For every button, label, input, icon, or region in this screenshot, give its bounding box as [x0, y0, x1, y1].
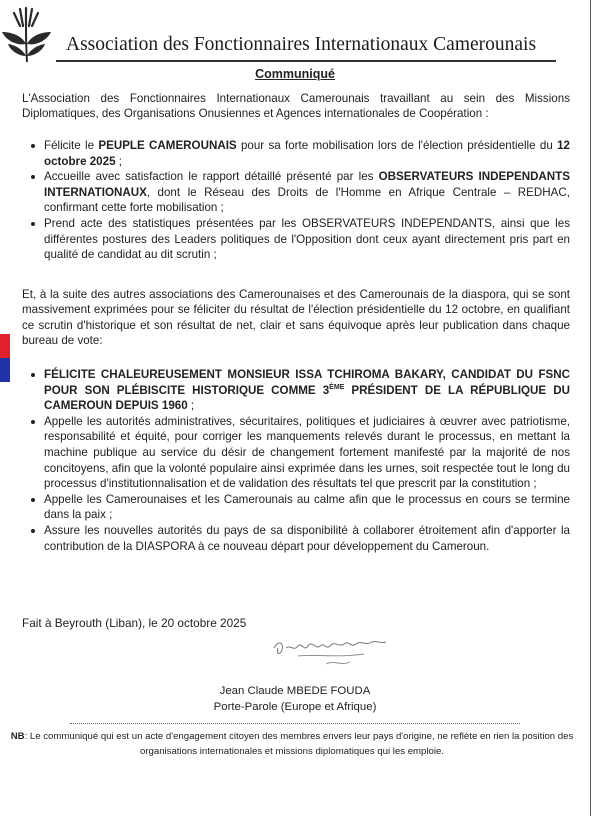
letterhead: [0, 4, 590, 68]
bullet-icon: [31, 529, 35, 533]
communique-title: Communiqué: [255, 67, 335, 81]
list-item: Prend acte des statistiques présentées par les OBSERVATEURS INDEPENDANTS, ainsi que les différentes postures des Leaders politiques de l'Opposition dont ceux ayant directement pris part en qualité de candidat au dit scrutin ;: [30, 216, 570, 263]
acknowledgement-list: [30, 138, 570, 263]
place-date: Fait à Beyrouth (Liban), le 20 octobre 2025: [22, 616, 247, 630]
intro-paragraph: L'Association des Fonctionnaires Internationaux Camerounais travaillant au sein des Missions Diplomatiques, des Organisations Onusiennes et Agences internationales de Coopération :: [22, 92, 570, 121]
flag-fragment: [0, 334, 10, 382]
flower-logo-icon: [0, 4, 52, 64]
list-item: Accueille avec satisfaction le rapport détaillé présenté par les OBSERVATEURS INDEPENDANTS INTERNATIONAUX, dont le Réseau des Droits de l'Homme en Afrique Centrale – REDHAC, confirmant cette forte mobilisation ;: [30, 169, 570, 216]
list-item: Appelle les autorités administratives, sécuritaires, politiques et judiciaires à œuvrer avec patriotisme, responsabilité et équité, pour corriger les manquements relevés durant le processus, en mettant la machine publique au service du désir de changement fortement manifesté par la majorité de nos concitoyens, afin que la volonté populaire ainsi exprimée dans les urnes, soit respectée tout le long du processus d'institutionnalisation et de validation des résultats tel que prescrit par la constitution ;: [30, 414, 570, 492]
handwritten-signature: [268, 634, 392, 674]
list-item: Félicite le PEUPLE CAMEROUNAIS pour sa forte mobilisation lors de l'élection présidentielle du 12 octobre 2025 ;: [30, 138, 570, 169]
bullet-icon: [31, 420, 35, 424]
footnote-label: NB: [10, 731, 25, 742]
bullet-icon: [31, 373, 35, 377]
note-divider: [70, 723, 520, 724]
footnote-text: : Le communiqué qui est un acte d'engagement citoyen des membres envers leur pays d'origine, ne reflète en rien la position des organisations internationales et missions diplomatiques qui les emploie.: [24, 731, 574, 757]
middle-paragraph: Et, à la suite des autres associations des Camerounaises et des Camerounais de la diaspora, qui se sont massivement exprimées pour se féliciter du résultat de l'élection présidentielle du 12 octobre, en qualifiant ce scrutin d'historique et son résultat de net, clair et sans équivoque après leur publication dans chaque bureau de vote:: [22, 288, 570, 348]
bullet-icon: [31, 175, 35, 179]
signer-role: Porte-Parole (Europe et Afrique): [213, 701, 377, 713]
header-divider: [56, 60, 556, 62]
signer-block: [0, 683, 590, 715]
resolution-list: [30, 367, 570, 554]
bullet-icon: [31, 144, 35, 148]
organization-title: Association des Fonctionnaires Internationaux Camerounais: [66, 34, 537, 55]
list-item: Appelle les Camerounaises et les Camerounais au calme afin que le processus en cours se termine dans la paix ;: [30, 492, 570, 523]
bullet-icon: [31, 498, 35, 502]
signer-name: Jean Claude MBEDE FOUDA: [219, 685, 371, 697]
page-edge-rule: [590, 0, 591, 816]
bullet-icon: [31, 222, 35, 226]
footnote: [4, 730, 580, 759]
list-item: FÉLICITE CHALEUREUSEMENT MONSIEUR ISSA TCHIROMA BAKARY, CANDIDAT DU FSNC POUR SON PLÉBISCITE HISTORIQUE COMME 3ÈME PRÉSIDENT DE LA RÉPUBLIQUE DU CAMEROUN DEPUIS 1960 ;: [30, 367, 570, 414]
list-item: Assure les nouvelles autorités du pays de sa disponibilité à collaborer étroitement afin d'apporter la contribution de la DIASPORA à ce nouveau départ pour développement du Cameroun.: [30, 523, 570, 554]
